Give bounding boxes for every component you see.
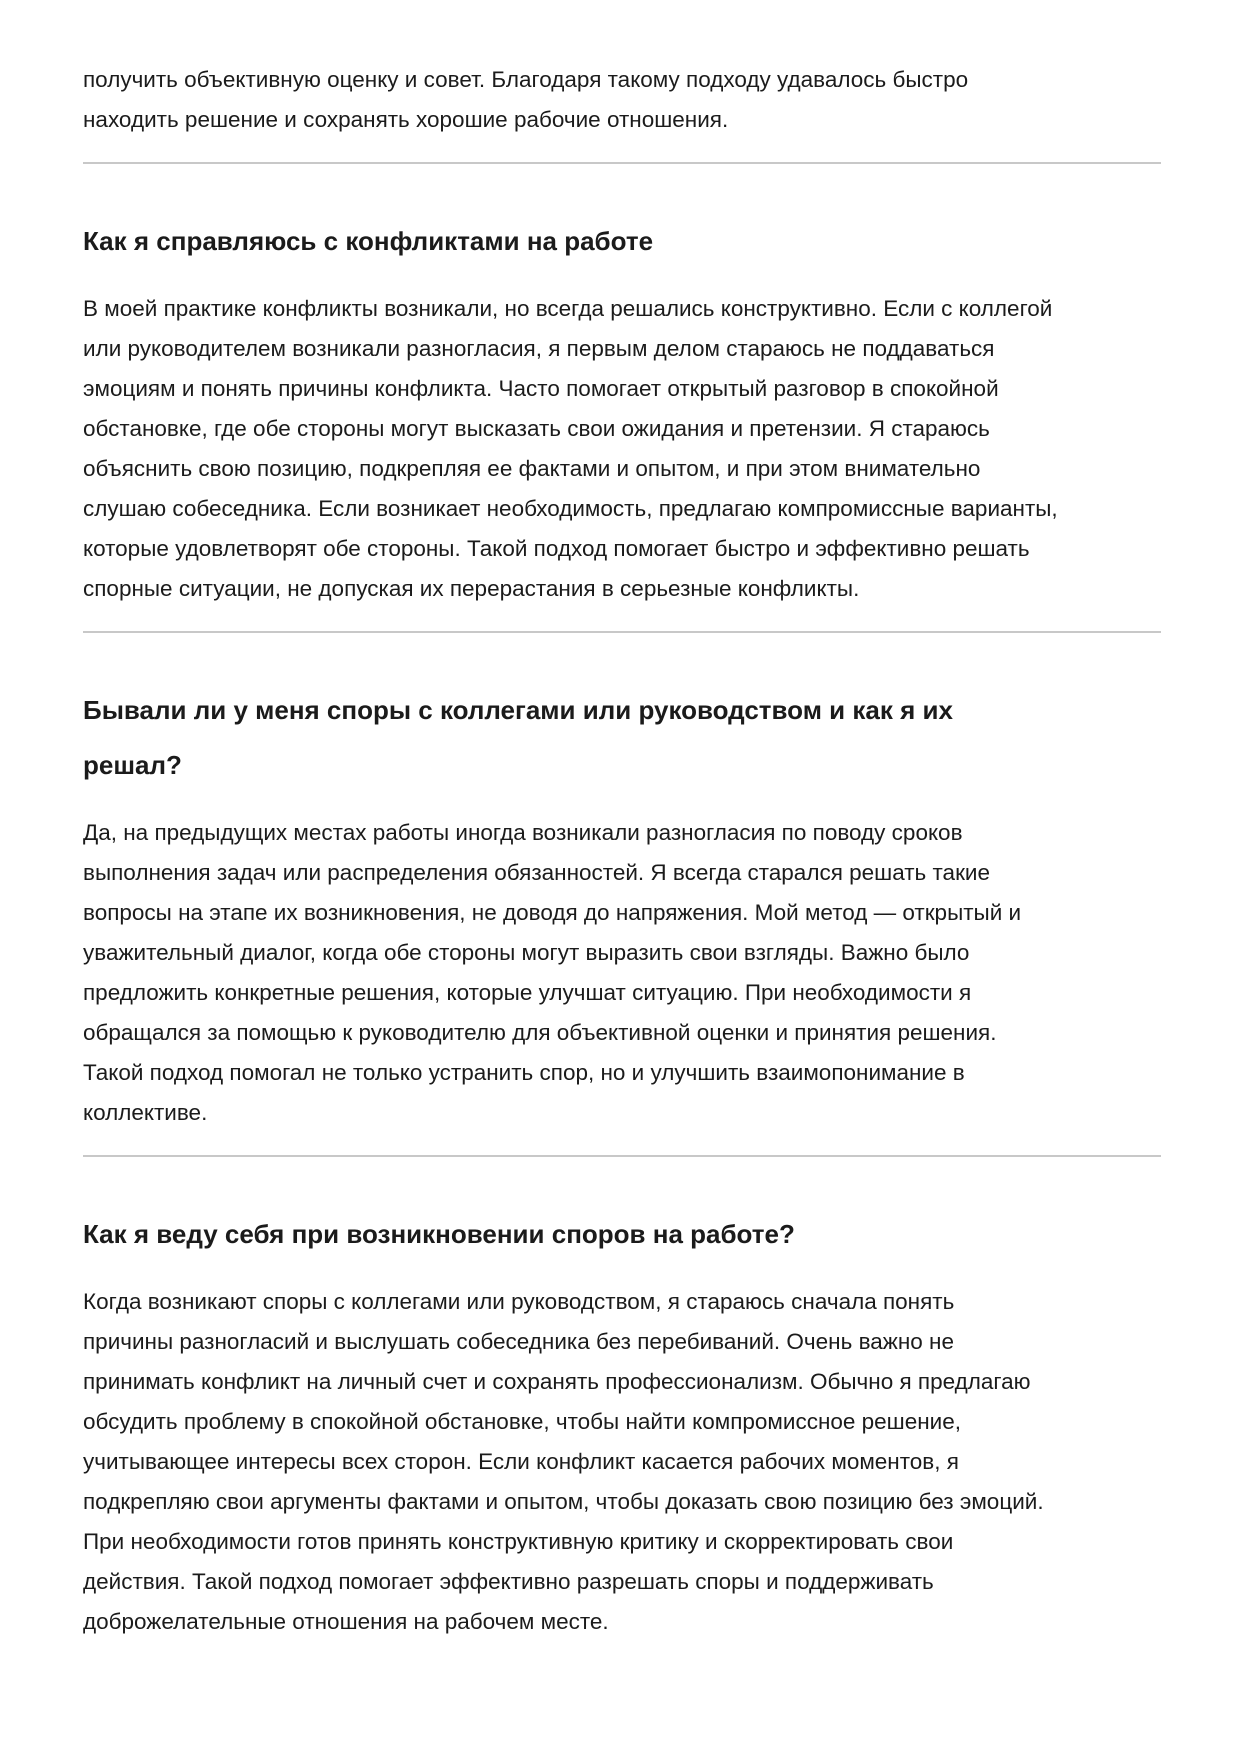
heading-line: решал?	[83, 750, 182, 780]
section-paragraph	[83, 1282, 1163, 1642]
text-line: слушаю собеседника. Если возникает необходимость, предлагаю компромиссные варианты,	[83, 496, 1058, 521]
text-line: обращался за помощью к руководителю для объективной оценки и принятия решения.	[83, 1020, 997, 1045]
text-line: обсудить проблему в спокойной обстановке, чтобы найти компромиссное решение,	[83, 1409, 961, 1434]
text-line: или руководителем возникали разногласия, я первым делом стараюсь не поддаваться	[83, 336, 995, 361]
text-line: получить объективную оценку и совет. Благодаря такому подходу удавалось быстро	[83, 67, 969, 92]
section	[83, 1207, 1163, 1642]
text-line: обстановке, где обе стороны могут высказать свои ожидания и претензии. Я стараюсь	[83, 416, 990, 441]
divider	[83, 1155, 1161, 1157]
text-line: предложить конкретные решения, которые улучшат ситуацию. При необходимости я	[83, 980, 972, 1005]
text-line: Такой подход помогал не только устранить спор, но и улучшить взаимопонимание в	[83, 1060, 965, 1085]
text-line: доброжелательные отношения на рабочем месте.	[83, 1609, 609, 1634]
text-line: подкрепляю свои аргументы фактами и опытом, чтобы доказать свою позицию без эмоций.	[83, 1489, 1044, 1514]
section-paragraph	[83, 813, 1163, 1133]
text-line: В моей практике конфликты возникали, но всегда решались конструктивно. Если с коллегой	[83, 296, 1053, 321]
heading-line: Как я веду себя при возникновении споров на работе?	[83, 1219, 795, 1249]
text-line: причины разногласий и выслушать собеседника без перебиваний. Очень важно не	[83, 1329, 954, 1354]
text-line: действия. Такой подход помогает эффективно разрешать споры и поддерживать	[83, 1569, 934, 1594]
text-line: объяснить свою позицию, подкрепляя ее фактами и опытом, и при этом внимательно	[83, 456, 981, 481]
text-line: находить решение и сохранять хорошие рабочие отношения.	[83, 107, 729, 132]
text-line: которые удовлетворят обе стороны. Такой подход помогает быстро и эффективно решать	[83, 536, 1030, 561]
text-line: эмоциям и понять причины конфликта. Часто помогает открытый разговор в спокойной	[83, 376, 999, 401]
text-line: принимать конфликт на личный счет и сохранять профессионализм. Обычно я предлагаю	[83, 1369, 1031, 1394]
divider	[83, 162, 1161, 164]
text-line: коллективе.	[83, 1100, 208, 1125]
text-line: При необходимости готов принять конструктивную критику и скорректировать свои	[83, 1529, 954, 1554]
section-heading	[83, 214, 1163, 269]
heading-line: Как я справляюсь с конфликтами на работе	[83, 226, 654, 256]
text-line: спорные ситуации, не допуская их перерастания в серьезные конфликты.	[83, 576, 860, 601]
section	[83, 683, 1163, 1157]
heading-line: Бывали ли у меня споры с коллегами или руководством и как я их	[83, 695, 953, 725]
text-line: Когда возникают споры с коллегами или руководством, я стараюсь сначала понять	[83, 1289, 955, 1314]
intro-paragraph	[83, 60, 1163, 140]
section-heading	[83, 683, 1163, 793]
text-line: учитывающее интересы всех сторон. Если конфликт касается рабочих моментов, я	[83, 1449, 959, 1474]
divider	[83, 631, 1161, 633]
text-line: уважительный диалог, когда обе стороны могут выразить свои взгляды. Важно было	[83, 940, 970, 965]
document-page	[83, 60, 1163, 1642]
section-paragraph	[83, 289, 1163, 609]
text-line: Да, на предыдущих местах работы иногда возникали разногласия по поводу сроков	[83, 820, 963, 845]
section-heading	[83, 1207, 1163, 1262]
text-line: выполнения задач или распределения обязанностей. Я всегда старался решать такие	[83, 860, 990, 885]
section	[83, 214, 1163, 633]
text-line: вопросы на этапе их возникновения, не доводя до напряжения. Мой метод — открытый и	[83, 900, 1022, 925]
